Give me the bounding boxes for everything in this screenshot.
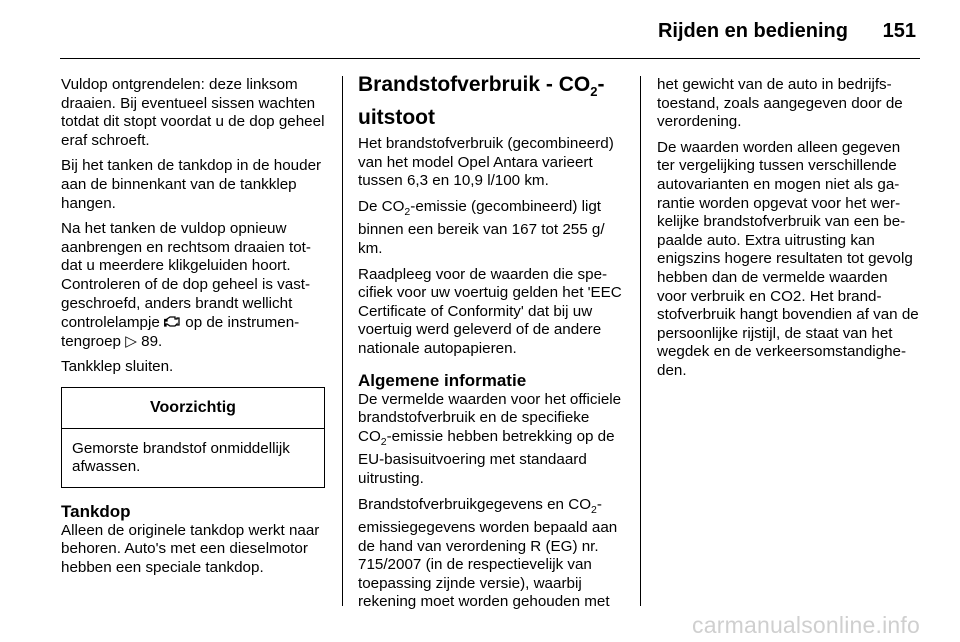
heading-fuel-consumption: Brandstofverbruik - $CO_2$-uitstoot (358, 73, 605, 129)
paragraph: Na het tanken de vuldop opnieuw aanbrengen en rechtsom draaien totdat u meerdere klikgeluiden hoort. Controleren of de dop geheel is vastgeschroefd, anders brandt wellicht controlelampje op de instrumentengroep ▷ 89. (61, 220, 311, 350)
paragraph: Tankklep sluiten. (61, 358, 174, 376)
page-header (0, 0, 960, 58)
paragraph: Bij het tanken de tankdop in de houder aan de binnenkant van de tankklep hangen. (61, 157, 322, 212)
heading-tankdop: Tankdop (61, 501, 131, 521)
column-middle (358, 73, 624, 619)
paragraph: De $CO_2$-emissie (gecombineerd) ligt binnen een bereik van 167 tot 255 g/ km. (358, 197, 605, 257)
paragraph: Vuldop ontgrendelen: deze linksom draaien. Bij eventueel sissen wachten totdat dit stopt voordat u de dop geheel eraf schroeft. (61, 76, 325, 149)
paragraph: het gewicht van de auto in bedrijfstoestand, zoals aangegeven door de verordening. (657, 76, 903, 131)
page-number: 151 (882, 20, 916, 42)
header-divider (60, 58, 920, 59)
page-reference-arrow-icon[interactable]: ▷ (125, 332, 137, 350)
engine-check-lamp-icon (164, 314, 181, 330)
section-title: Rijden en bediening (657, 20, 848, 42)
heading-general-info: Algemene informatie (358, 370, 527, 390)
paragraph: Het brandstofverbruik (gecombineerd) van het model Opel Antara varieert tussen 6,3 en 10,9 l/100 km. (358, 135, 614, 190)
caution-title: Voorzichtig (62, 388, 324, 429)
paragraph: Raadpleeg voor de waarden die specifiek voor uw voertuig gelden het 'EEC Certificate of Conformity' dat bij uw voertuig werd geleverd of de andere nationale autopapieren. (358, 265, 622, 357)
column-divider (640, 76, 641, 606)
column-divider (342, 76, 343, 606)
column-left (61, 76, 325, 584)
paragraph: Alleen de originele tankdop werkt naar behoren. Auto's met een dieselmotor hebben een speciale tankdop. (61, 521, 320, 576)
caution-text: Gemorste brandstof onmiddellijk afwassen. (72, 439, 290, 476)
page-reference[interactable]: 89. (141, 332, 163, 350)
watermark: carmanualsonline.info (692, 612, 920, 638)
paragraph: Brandstofverbruikgegevens en $CO_2$-emissiegegevens worden bepaald aan de hand van verordening R (EG) nr. 715/2007 (in de respectievelijk van toepassing zijnde versie), waarbij rekening moet worden gehouden met (358, 495, 618, 611)
paragraph: De vermelde waarden voor het officiele brandstofverbruik en de specifieke $CO_2$-emissie hebben betrekking op de EU-basisuitvoering met standaard uitrusting. (358, 390, 622, 487)
paragraph: De waarden worden alleen gegeven ter vergelijking tussen verschillende autovarianten en mogen niet als garantie worden opgevat voor het werkelijke brandstofverbruik van een bepaalde auto. Extra uitrusting kan enigszins hogere resultaten tot gevolg hebben dan de vermelde waarden voor verbruik en CO2. Het brandstofverbruik hangt bovendien af van de persoonlijke rijstijl, de staat van het wegdek en de verkeersomstandigheden. (657, 138, 919, 379)
caution-box (61, 387, 325, 488)
column-right (657, 76, 921, 388)
